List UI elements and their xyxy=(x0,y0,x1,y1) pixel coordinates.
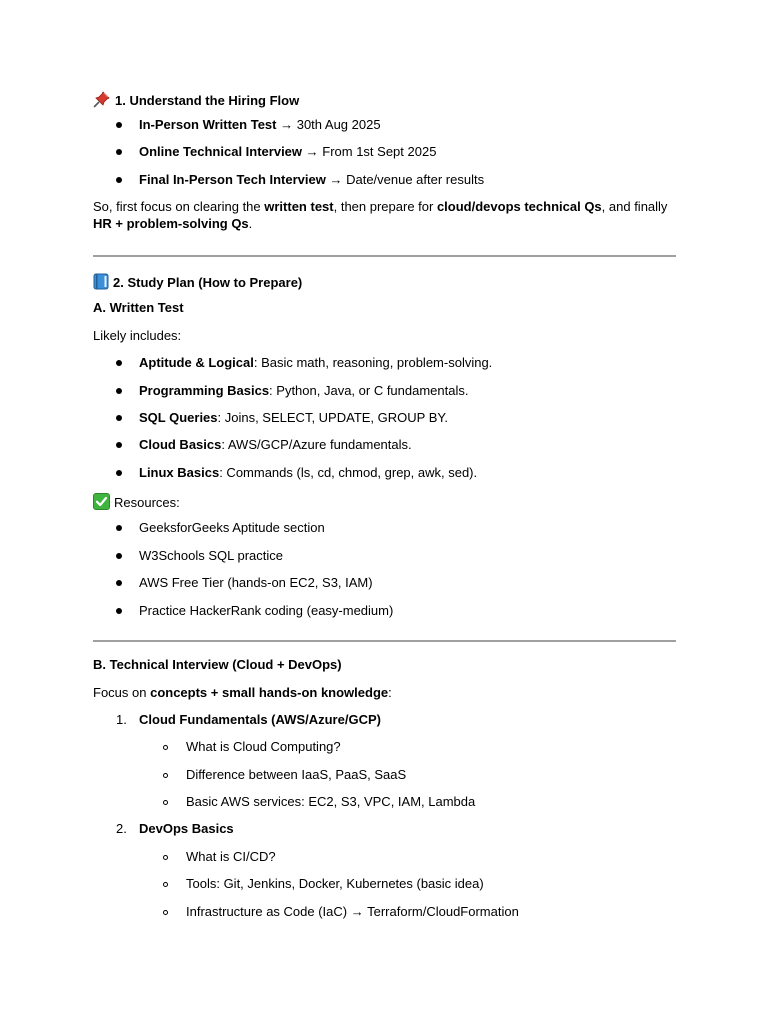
question-item: Tools: Git, Jenkins, Docker, Kubernetes (basic idea) xyxy=(186,876,484,891)
group-title: DevOps Basics xyxy=(139,821,234,836)
green-check-icon xyxy=(93,493,110,514)
bullet-marker xyxy=(116,553,122,559)
hiring-step: Online Technical Interview → From 1st Sept 2025 xyxy=(139,144,437,159)
horizontal-rule xyxy=(93,640,676,642)
list-number: 2. xyxy=(116,821,127,836)
bullet-marker xyxy=(116,360,122,366)
bullet-marker xyxy=(116,415,122,421)
bullet-marker xyxy=(116,608,122,614)
bullet-marker xyxy=(116,442,122,448)
resource-item: W3Schools SQL practice xyxy=(139,548,284,563)
topic-item: Linux Basics: Commands (ls, cd, chmod, grep, awk, sed). xyxy=(139,465,478,480)
bullet-marker xyxy=(116,177,122,183)
section2-heading: 2. Study Plan (How to Prepare) xyxy=(93,273,302,294)
bullet-marker xyxy=(116,525,122,531)
sub-bullet-marker xyxy=(163,855,168,860)
subsection-a-intro: Likely includes: xyxy=(93,328,182,343)
question-item: Difference between IaaS, PaaS, SaaS xyxy=(186,767,407,782)
hiring-step: In-Person Written Test → 30th Aug 2025 xyxy=(139,117,381,132)
resource-item: GeeksforGeeks Aptitude section xyxy=(139,520,325,535)
summary-line-2: HR + problem-solving Qs. xyxy=(93,216,253,231)
resource-item: AWS Free Tier (hands-on EC2, S3, IAM) xyxy=(139,575,373,590)
sub-bullet-marker xyxy=(163,910,168,915)
topic-item: SQL Queries: Joins, SELECT, UPDATE, GROUP BY. xyxy=(139,410,448,425)
topic-item: Cloud Basics: AWS/GCP/Azure fundamentals. xyxy=(139,437,412,452)
subsection-a-heading: A. Written Test xyxy=(93,300,184,315)
hiring-step: Final In-Person Tech Interview → Date/venue after results xyxy=(139,172,485,187)
bullet-marker xyxy=(116,470,122,476)
resources-label: Resources: xyxy=(93,493,180,514)
horizontal-rule xyxy=(93,255,676,257)
question-item: Basic AWS services: EC2, S3, VPC, IAM, Lambda xyxy=(186,794,476,809)
bullet-marker xyxy=(116,388,122,394)
subsection-b-intro: Focus on concepts + small hands-on knowledge: xyxy=(93,685,392,700)
sub-bullet-marker xyxy=(163,773,168,778)
bullet-marker xyxy=(116,580,122,586)
bullet-marker xyxy=(116,122,122,128)
group-title: Cloud Fundamentals (AWS/Azure/GCP) xyxy=(139,712,381,727)
section1-heading: 1. Understand the Hiring Flow xyxy=(93,90,299,112)
resource-item: Practice HackerRank coding (easy-medium) xyxy=(139,603,394,618)
summary-line-1: So, first focus on clearing the written test, then prepare for cloud/devops technical Qs, and finally xyxy=(93,199,668,214)
question-item: Infrastructure as Code (IaC) → Terraform/CloudFormation xyxy=(186,904,519,919)
sub-bullet-marker xyxy=(163,800,168,805)
blue-book-icon xyxy=(93,273,109,294)
list-number: 1. xyxy=(116,712,127,727)
topic-item: Programming Basics: Python, Java, or C fundamentals. xyxy=(139,383,469,398)
subsection-b-heading: B. Technical Interview (Cloud + DevOps) xyxy=(93,657,342,672)
bullet-marker xyxy=(116,149,122,155)
pushpin-icon xyxy=(93,90,111,112)
topic-item: Aptitude & Logical: Basic math, reasoning, problem-solving. xyxy=(139,355,493,370)
sub-bullet-marker xyxy=(163,745,168,750)
question-item: What is Cloud Computing? xyxy=(186,739,341,754)
sub-bullet-marker xyxy=(163,882,168,887)
question-item: What is CI/CD? xyxy=(186,849,276,864)
